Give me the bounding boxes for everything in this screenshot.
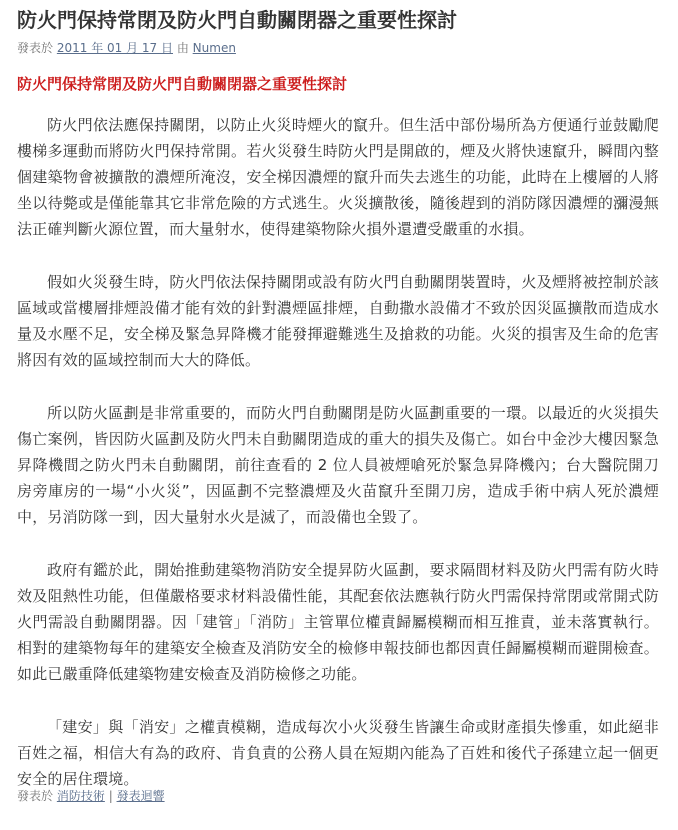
paragraph-5: 「建安」與「消安」之權責模糊，造成每次小火災發生皆讓生命或財產損失慘重，如此絕非百姓之福，相信大有為的政府、肯負責的公務人員在短期內能為了百姓和後代子孫建立起一個更安全的居住環境。	[17, 718, 659, 788]
paragraph-4: 政府有鑑於此，開始推動建築物消防安全提昇防火區劃，要求隔間材料及防火門需有防火時效及阻熱性功能，但僅嚴格要求材料設備性能，其配套依法應執行防火門需保持常閉或常開式防火門需設自動關閉器。因「建管」「消防」主管單位權責歸屬模糊而相互推責，並未落實執行。相對的建築物每年的建築安全檢查及消防安全的檢修申報技師也都因責任歸屬模糊而避開檢查。如此已嚴重降低建築物建安檢查及消防檢修之功能。	[17, 561, 659, 683]
paragraph-1: 防火門依法應保持關閉，以防止火災時煙火的竄升。但生活中部份場所為方便通行並鼓勵爬樓梯多運動而將防火門保持常開。若火災發生時防火門是開啟的，煙及火將快速竄升，瞬間內整個建築物會被擴散的濃煙所淹沒，安全梯因濃煙的竄升而失去逃生的功能，此時在上樓層的人將坐以待斃或是僅能靠其它非常危險的方式逃生。火災擴散後，隨後趕到的消防隊因濃煙的瀰漫無法正確判斷火源位置，而大量射水，使得建築物除火損外還遭受嚴重的水損。	[17, 116, 659, 238]
by-label: 由	[176, 41, 189, 55]
paragraph-3: 所以防火區劃是非常重要的，而防火門自動關閉是防火區劃重要的一環。以最近的火災損失傷亡案例，皆因防火區劃及防火門未自動關閉造成的重大的損失及傷亡。如台中金沙大樓因緊急昇降機間之防火門未自動關閉，前往查看的 2 位人員被煙嗆死於緊急昇降機內；台大醫院開刀房旁庫房的一場“小火災”，因區劃不完整濃煙及火苗竄升至開刀房，造成手術中病人死於濃煙中，另消防隊一到，因大量射水火是滅了，而設備也全毀了。	[17, 404, 659, 526]
post-footer	[17, 788, 165, 804]
author-link[interactable]: Numen	[192, 41, 236, 55]
comment-link[interactable]: 發表迴響	[116, 789, 165, 803]
category-link[interactable]: 消防技術	[56, 789, 105, 803]
post-date-link[interactable]: 2011 年 01 月 17 日	[56, 41, 173, 55]
content-headline: 防火門保持常閉及防火門自動關閉器之重要性探討	[17, 75, 348, 93]
paragraph-2: 假如火災發生時，防火門依法保持關閉或設有防火門自動關閉裝置時，火及煙將被控制於該區域或當樓層排煙設備才能有效的針對濃煙區排煙，自動撒水設備才不致於因災區擴散而造成水量及水壓不足，安全梯及緊急昇降機才能發揮避難逃生及搶救的功能。火災的損害及生命的危害將因有效的區域控制而大大的降低。	[17, 273, 659, 369]
post-title: 防火門保持常閉及防火門自動關閉器之重要性探討	[17, 8, 457, 32]
posted-in-label: 發表於	[17, 789, 54, 803]
post-meta	[17, 40, 659, 56]
post-content	[17, 112, 659, 792]
posted-prefix: 發表於	[17, 41, 54, 55]
footer-separator: |	[108, 789, 113, 803]
